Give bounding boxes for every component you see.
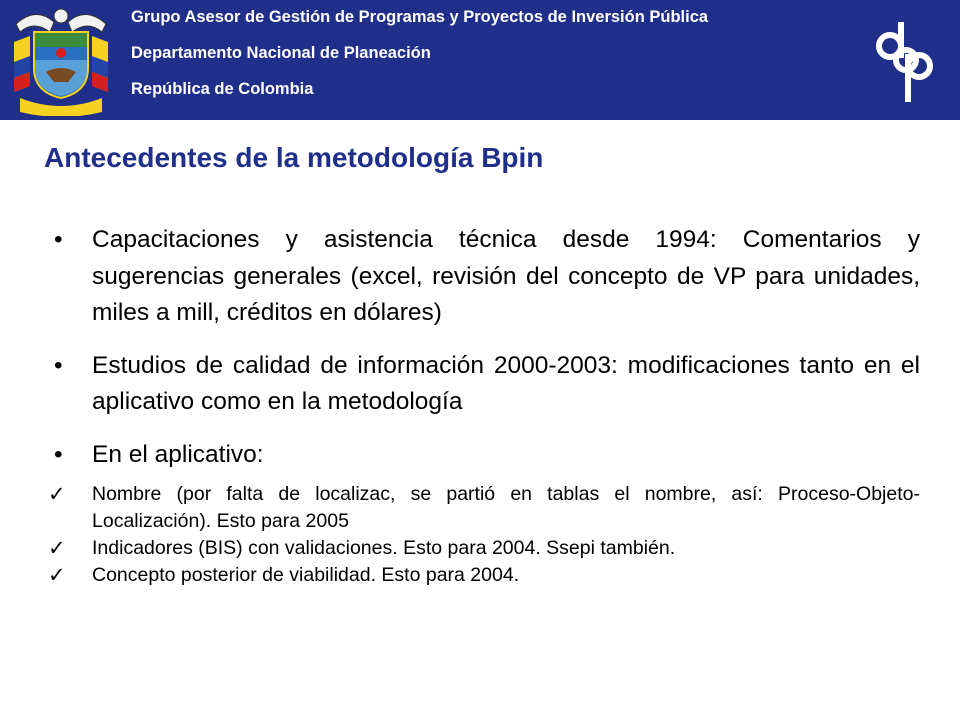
coat-of-arms-icon <box>6 2 116 116</box>
header-line-department: Departamento Nacional de Planeación <box>131 44 431 62</box>
checkmark-icon: ✓ <box>48 537 66 560</box>
bullet-dot: • <box>54 226 63 253</box>
bullet-text: En el aplicativo: <box>92 440 264 468</box>
slide-title: Antecedentes de la metodología Bpin <box>44 142 544 173</box>
bullet-dot: • <box>54 351 63 379</box>
bullet-dot: • <box>54 440 63 468</box>
check-item <box>40 562 920 589</box>
bullet-text: Capacitaciones y asistencia técnica desde 1994: Comentarios y sugerencias generales (excel, revisión del concepto de VP para unidades, miles a mill, créditos en dólares) <box>92 226 920 326</box>
checkmark-icon: ✓ <box>48 564 66 587</box>
header-bar <box>0 0 960 120</box>
check-text: Concepto posterior de viabilidad. Esto para 2004. <box>92 564 520 586</box>
header-line-country: República de Colombia <box>131 80 314 98</box>
checklist <box>40 481 920 589</box>
slide-content <box>40 222 920 589</box>
check-text: Nombre (por falta de localizac, se partió en tablas el nombre, así: Proceso-Objeto-Localización). Esto para 2005 <box>92 483 920 532</box>
checkmark-icon: ✓ <box>48 483 66 506</box>
check-text: Indicadores (BIS) con validaciones. Esto para 2004. Ssepi también. <box>92 537 676 559</box>
bullet-item <box>40 437 920 474</box>
check-item <box>40 535 920 562</box>
header-line-group: Grupo Asesor de Gestión de Programas y Proyectos de Inversión Pública <box>131 8 709 26</box>
check-item <box>40 481 920 535</box>
bullet-item <box>40 222 920 332</box>
bullet-text: Estudios de calidad de información 2000-2003: modificaciones tanto en el aplicativo como en la metodología <box>92 351 920 415</box>
bullet-item <box>40 348 920 421</box>
dnp-logo-icon <box>876 20 936 104</box>
